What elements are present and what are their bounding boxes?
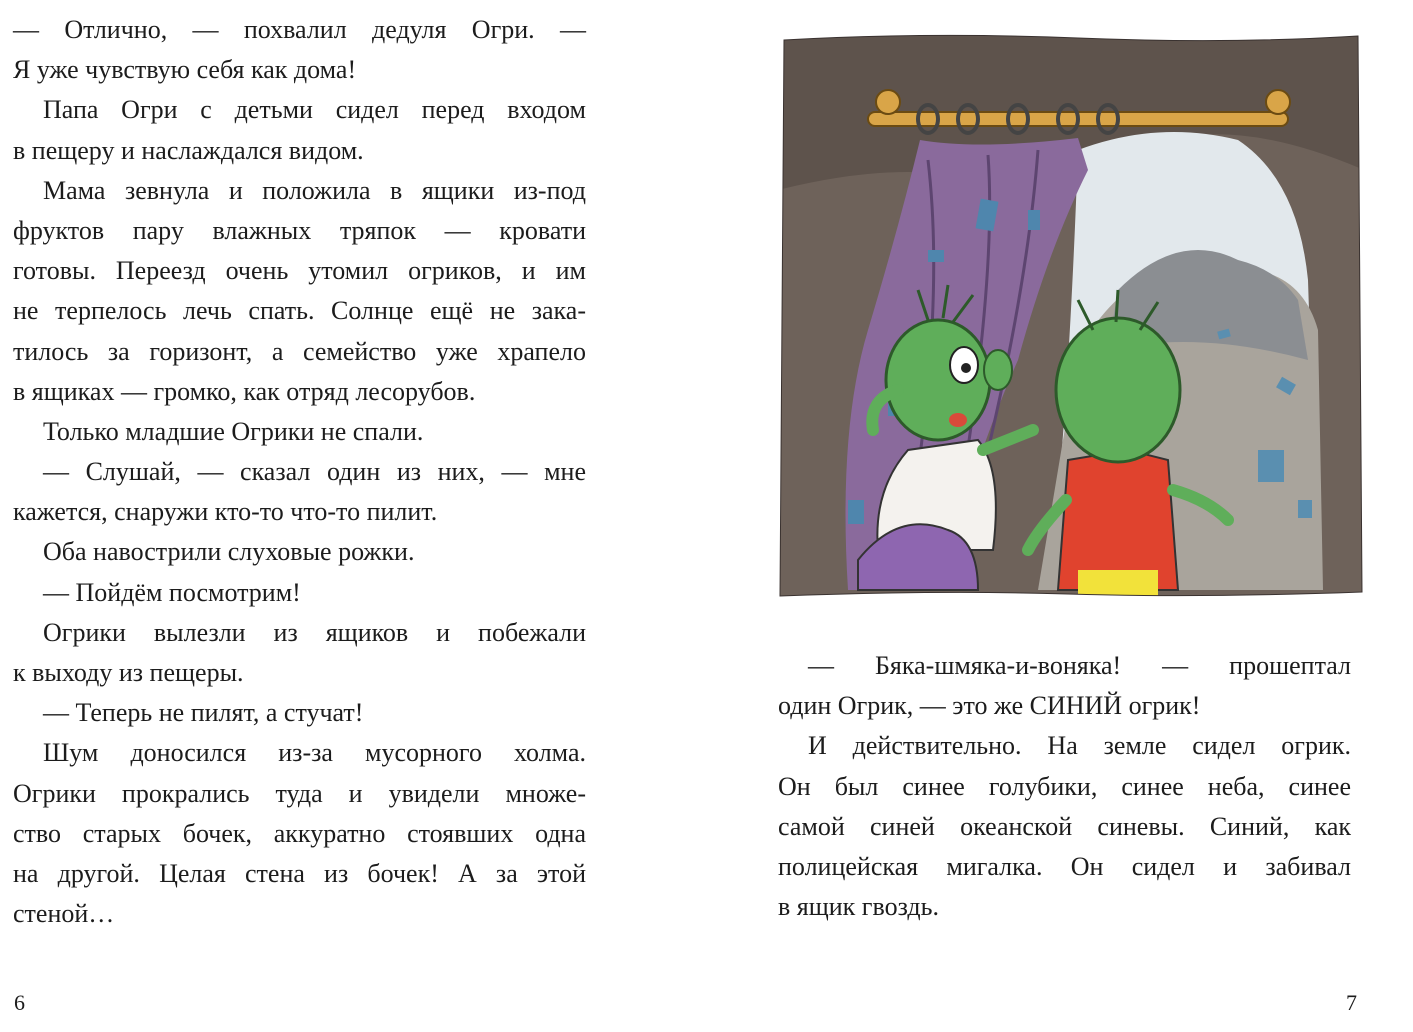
right-page bbox=[706, 0, 1413, 1032]
cave-illustration bbox=[778, 30, 1364, 598]
text-line: Только младшие Огрики не спали. bbox=[43, 416, 424, 446]
text-line: самой синей океанской синевы. Синий, как bbox=[778, 811, 1351, 841]
text-line: полицейская мигалка. Он сидел и забивал bbox=[778, 851, 1351, 881]
text-line: стеной… bbox=[13, 899, 115, 929]
text-line: в ящиках — громко, как отряд лесорубов. bbox=[13, 376, 476, 406]
ogriki-at-cave-entrance-picture bbox=[778, 30, 1364, 598]
text-line: Огрики вылезли из ящиков и побежали bbox=[43, 617, 586, 647]
text-line: — Слушай, — сказал один из них, — мне bbox=[43, 457, 586, 487]
text-line: на другой. Целая стена из бочек! А за этой bbox=[13, 858, 586, 888]
text-line: Я уже чувствую себя как дома! bbox=[13, 55, 357, 85]
text-line: Шум доносился из-за мусорного холма. bbox=[43, 738, 586, 768]
text-line: Огрики прокрались туда и увидели множе- bbox=[13, 778, 586, 808]
text-line: — Бяка-шмяка-и-воняка! — прошептал bbox=[808, 651, 1351, 680]
text-line: один Огрик, — это же СИНИЙ огрик! bbox=[778, 691, 1201, 721]
text-line: тилось за горизонт, а семейство уже храпело bbox=[13, 336, 586, 366]
text-line: в пещеру и наслаждался видом. bbox=[13, 135, 364, 165]
left-page-text bbox=[13, 10, 586, 934]
text-line: Папа Огри с детьми сидел перед входом bbox=[43, 95, 586, 125]
page-number-left: 6 bbox=[14, 990, 25, 1015]
text-line: — Отлично, — похвалил дедуля Огри. — bbox=[13, 15, 586, 44]
text-line: — Пойдём посмотрим! bbox=[43, 577, 301, 607]
text-line: ство старых бочек, аккуратно стоявших одна bbox=[13, 818, 586, 848]
text-line: Мама зевнула и положила в ящики из-под bbox=[43, 175, 586, 205]
text-line: кажется, снаружи кто-то что-то пилит. bbox=[13, 497, 438, 527]
right-page-text bbox=[778, 646, 1351, 927]
left-page bbox=[0, 0, 706, 1032]
text-line: готовы. Переезд очень утомил огриков, и им bbox=[13, 256, 586, 286]
text-line: в ящик гвоздь. bbox=[778, 892, 939, 922]
page-number-right: 7 bbox=[1346, 990, 1357, 1015]
text-line: к выходу из пещеры. bbox=[13, 658, 244, 687]
text-line: не терпелось лечь спать. Солнце ещё не зака- bbox=[13, 296, 586, 326]
text-line: Оба навострили слуховые рожки. bbox=[43, 537, 415, 567]
text-line: фруктов пару влажных тряпок — кровати bbox=[13, 215, 586, 245]
text-line: Он был синее голубики, синее неба, синее bbox=[778, 771, 1351, 801]
text-line: — Теперь не пилят, а стучат! bbox=[43, 698, 364, 728]
text-line: И действительно. На земле сидел огрик. bbox=[808, 731, 1351, 761]
